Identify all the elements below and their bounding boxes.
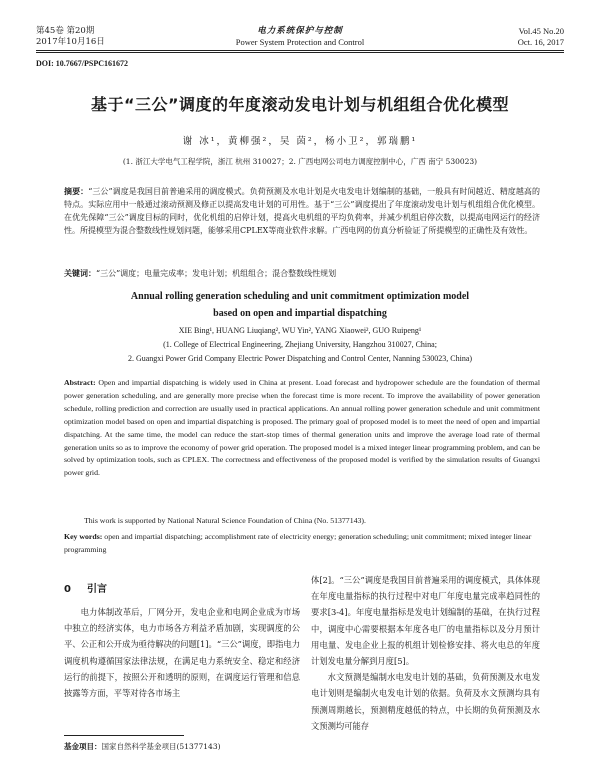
affiliation-cn: (1. 浙江大学电气工程学院，浙江 杭州 310027；2. 广西电网公司电力调度控制中心，广西 南宁 530023)	[122, 157, 478, 166]
affiliation-en-1: (1. College of Electrical Engineering, Zhejiang University, Hangzhou 310027, China;	[163, 340, 437, 349]
title-en-line-1: Annual rolling generation scheduling and unit commitment optimization model	[130, 291, 470, 302]
running-header	[36, 26, 564, 50]
section-title: 引言	[86, 584, 107, 595]
date-en: Oct. 16, 2017	[517, 37, 564, 47]
volume-en: Vol.45 No.20	[518, 26, 564, 36]
body-column-right	[311, 572, 540, 734]
abstract-cn-label: 摘要：	[64, 186, 89, 196]
abstract-cn	[64, 185, 540, 237]
body-paragraph: 电力体制改革后，厂网分开，发电企业和电网企业成为市场中独立的经济实体，电力市场各方利益矛盾加剧，实现调度的公平、公正和公开成为亟待解决的问题[1]。“三公”调度，即指电力调度机构遵循国家法律法规，在满足电力系统安全、稳定和经济运行的前提下，按照公开和透明的原则，在调度运行管理和信息披露等方面，平等对待各市场主	[64, 607, 300, 699]
keywords-cn-label: 关键词：	[64, 268, 96, 278]
section-heading	[64, 580, 107, 595]
footnote-text: 国家自然科学基金项目(51377143)	[101, 742, 221, 751]
body-paragraph: 水文预测是编制水电发电计划的基础，负荷预测及水电发电计划则是编制火电发电计划的依据。负荷及水文预测均具有预测周期越长，预测精度越低的特点，中长期的负荷预测及水文预测均可能存	[311, 672, 540, 731]
body-column-left	[64, 604, 300, 701]
volume-cn: 第45卷 第20期	[36, 26, 95, 36]
section-number: 0	[64, 584, 71, 595]
footnote	[64, 741, 221, 752]
paper-title-en	[0, 288, 600, 322]
authors-cn: 谢 冰¹，黄柳强²，吴 茵²，杨小卫²，郭瑞鹏¹	[182, 136, 418, 147]
journal-en: Power System Protection and Control	[235, 37, 365, 47]
abstract-en-text: Open and impartial dispatching is widely used in China at present. Load forecast and hydropower schedule are the foundation of thermal power generation scheduling, and are generally more precise when the forecast time is more recent. To improve the availability of power generation schedule, rolling prediction and correction are usually used in practical applications. An annual rolling power generation schedule and unit commitment optimization model based on open and impartial dispatching is proposed. The primary goal of proposed model is to meet the need of open and impartial dispatching. At the same time, the model can reduce the start-stop times of thermal generation units and improve the average load rate of thermal generation units so as to improve the economy of power grid operation. The proposed model is a mixed integer linear programming problem, and can be solved by optimization tools, such as CPLEX. The correctness and effectiveness of the proposed model is verified by the simulation results of Guangxi power grid.	[64, 378, 541, 478]
date-cn: 2017年10月16日	[36, 37, 105, 47]
header-right	[518, 26, 564, 48]
doi: DOI: 10.7667/PSPC161672	[36, 59, 128, 68]
keywords-en	[64, 530, 540, 556]
header-center	[36, 26, 564, 48]
abstract-cn-text: “三公”调度是我国目前普遍采用的调度模式。负荷预测及水电计划是火电发电计划编制的基础，一般具有时间越近、精度越高的特点。实际应用中一般通过滚动预测及修正以提高发电计划的可用性。基于“三公”调度提出了年度滚动发电计划与机组组合优化模型。在优先保障“三公”调度目标的同时，优化机组的启停计划，提高火电机组的平均负荷率，并减少机组启停次数，以提高电网运行的经济性。所提模型为混合整数线性规划问题，能够采用CPLEX等商业软件求解。广西电网的仿真分析验证了所提模型的正确性及有效性。	[64, 187, 540, 235]
funding-en: This work is supported by National Natural Science Foundation of China (No. 51377143).	[84, 516, 366, 525]
keywords-en-text: open and impartial dispatching; accomplishment rate of electricity energy; generation scheduling; unit commitment; mixed integer linear programming	[64, 532, 532, 554]
footnote-label: 基金项目：	[64, 742, 102, 751]
abstract-en-label: Abstract:	[64, 378, 96, 387]
body-paragraph: 体[2]。“三公”调度是我国目前普遍采用的调度模式，具体体现在年度电量指标的执行过程中对电厂年度电量完成率趋同性的要求[3-4]。年度电量指标是发电计划编制的基础，在执行过程中，调度中心需要根据本年度各电厂的电量指标以及分月预计用电量、发电企业上报的机组计划检修安排、将火电总的年度计划发电量分解到月度[5]。	[311, 575, 540, 667]
keywords-en-label: Key words:	[64, 532, 103, 541]
abstract-en	[64, 377, 540, 480]
title-en-line-2: based on open and impartial dispatching	[213, 308, 387, 319]
keywords-cn-text: “三公”调度；电量完成率；发电计划；机组组合；混合整数线性规划	[96, 269, 337, 278]
header-rule	[36, 50, 564, 51]
footnote-rule	[64, 735, 184, 736]
affiliation-en-2: 2. Guangxi Power Grid Company Electric Power Dispatching and Control Center, Nanning 530023, China)	[127, 354, 473, 363]
header-rule-thin	[36, 52, 564, 53]
journal-cn: 电力系统保护与控制	[257, 26, 343, 36]
authors-en: XIE Bing¹, HUANG Liuqiang², WU Yin², YANG Xiaowei², GUO Ruipeng¹	[178, 326, 422, 335]
paper-title-cn: 基于“三公”调度的年度滚动发电计划与机组组合优化模型	[90, 95, 510, 114]
keywords-cn	[64, 267, 540, 280]
